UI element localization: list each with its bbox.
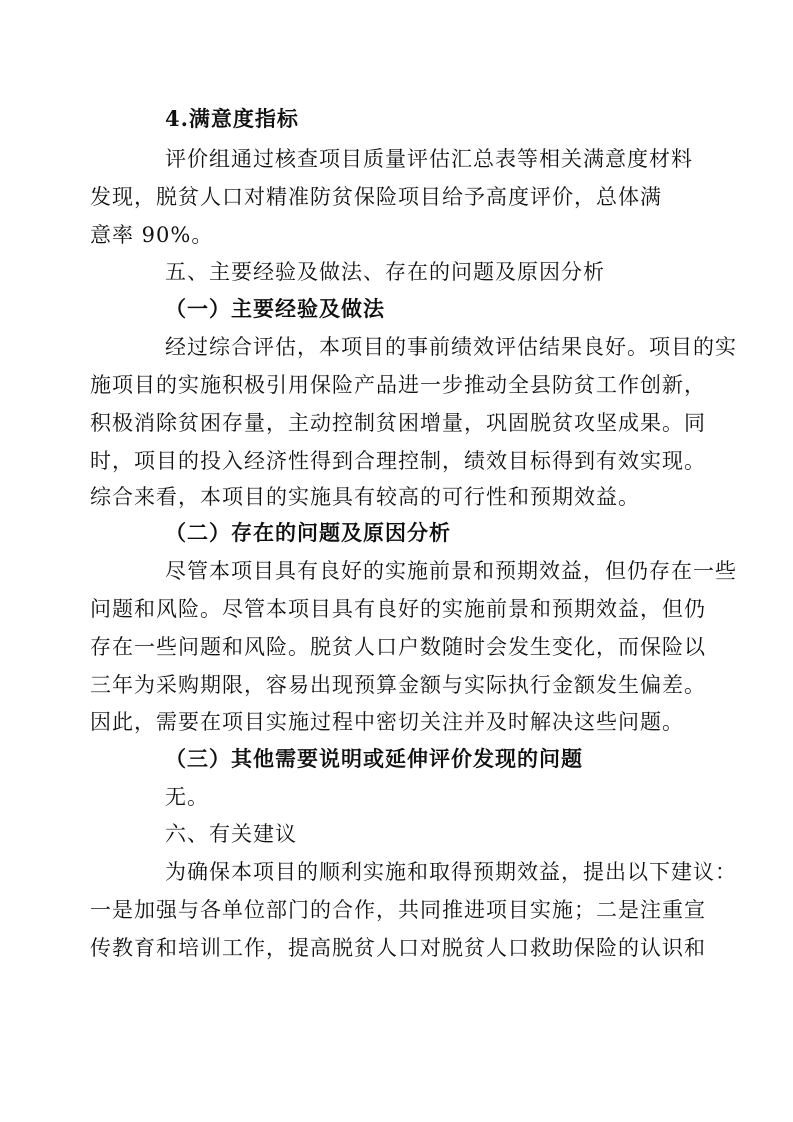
paragraph-line: 施项目的实施积极引用保险产品进一步推动全县防贫工作创新， xyxy=(90,373,706,397)
paragraph-line: 时，项目的投入经济性得到合理控制，绩效目标得到有效实现。 xyxy=(90,449,706,473)
paragraph-line: 评价组通过核查项目质量评估汇总表等相关满意度材料 xyxy=(165,147,693,171)
paragraph-line: 因此，需要在项目实施过程中密切关注并及时解决这些问题。 xyxy=(90,710,684,734)
paragraph-line: 积极消除贫困存量，主动控制贫困增量，巩固脱贫攻坚成果。同 xyxy=(90,411,706,435)
paragraph-line: 为确保本项目的顺利实施和取得预期效益，提出以下建议： xyxy=(165,860,737,884)
section-six-heading: 六、有关建议 xyxy=(165,822,297,846)
paragraph-line: 问题和风险。尽管本项目具有良好的实施前景和预期效益，但仍 xyxy=(90,597,706,621)
subsection-two-heading: （二）存在的问题及原因分析 xyxy=(165,520,451,545)
paragraph-line: 传教育和培训工作，提高脱贫人口对脱贫人口救助保险的认识和 xyxy=(90,936,706,960)
paragraph-line: 经过综合评估，本项目的事前绩效评估结果良好。项目的实 xyxy=(165,335,737,359)
paragraph-line: 三年为采购期限，容易出现预算金额与实际执行金额发生偏差。 xyxy=(90,673,706,697)
section-five-heading: 五、主要经验及做法、存在的问题及原因分析 xyxy=(165,260,605,284)
subsection-one-heading: （一）主要经验及做法 xyxy=(165,296,385,321)
paragraph-line: 综合来看，本项目的实施具有较高的可行性和预期效益。 xyxy=(90,485,640,509)
paragraph-line: 发现，脱贫人口对精准防贫保险项目给予高度评价，总体满 xyxy=(90,185,662,209)
paragraph-line: 无。 xyxy=(165,785,209,809)
paragraph-line: 意率 90%。 xyxy=(90,223,214,247)
paragraph-line: 一是加强与各单位部门的合作，共同推进项目实施；二是注重宣 xyxy=(90,898,706,922)
subsection-three-heading: （三）其他需要说明或延伸评价发现的问题 xyxy=(165,746,583,771)
paragraph-line: 尽管本项目具有良好的实施前景和预期效益，但仍存在一些 xyxy=(165,559,737,583)
satisfaction-heading: 4.满意度指标 xyxy=(165,106,299,131)
paragraph-line: 存在一些问题和风险。脱贫人口户数随时会发生变化，而保险以 xyxy=(90,635,706,659)
